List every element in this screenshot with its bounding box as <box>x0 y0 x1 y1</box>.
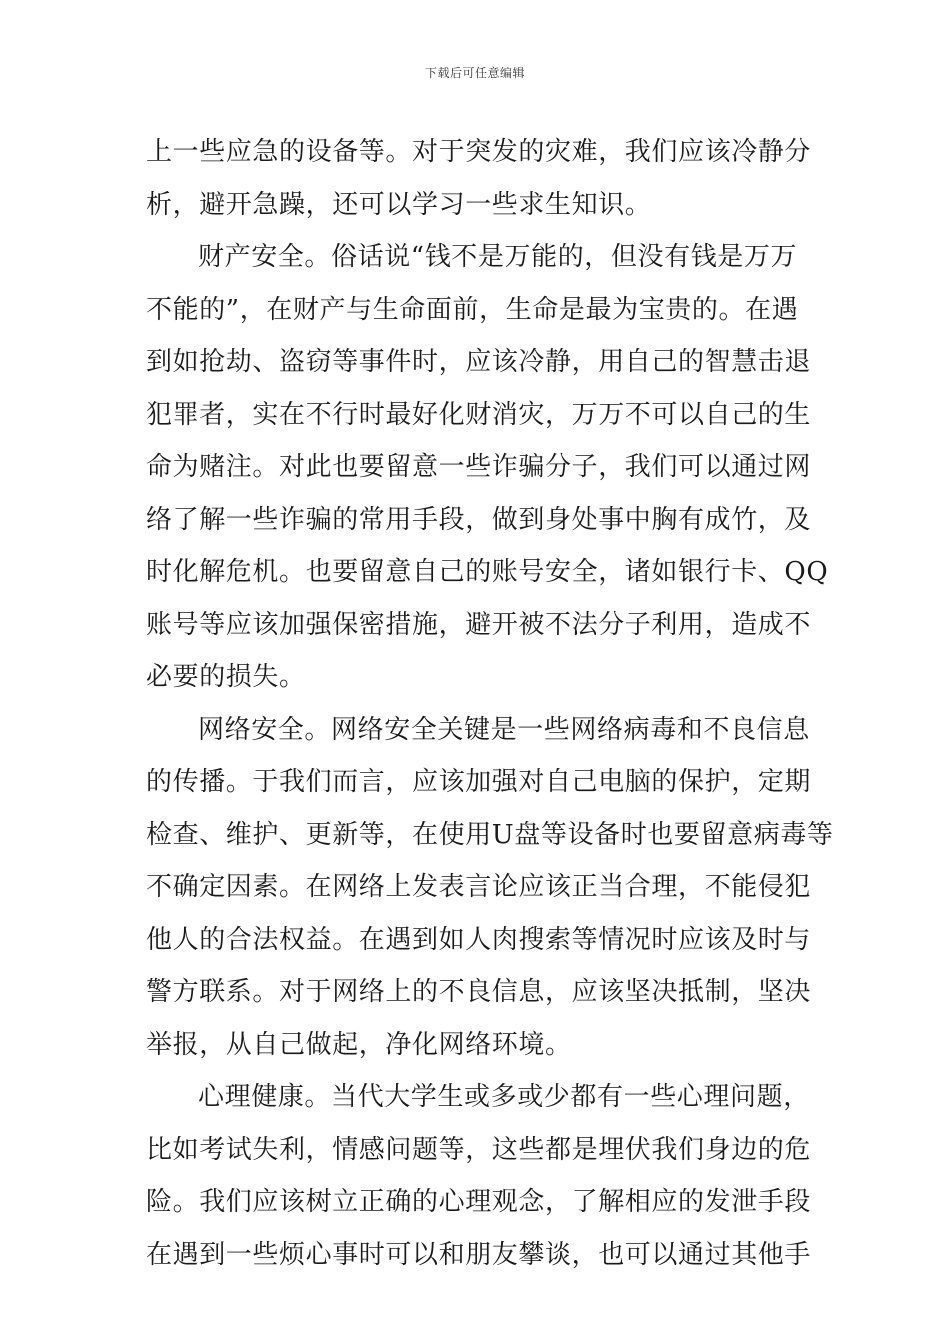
paragraph-start-line: 财产安全。俗话说“钱不是万能的，但没有钱是万万 <box>198 242 798 272</box>
text-line: 比如考试失利，情感问题等，这些都是埋伏我们身边的危 <box>146 1134 812 1165</box>
text-line: 析，避开急躁，还可以学习一些求生知识。 <box>146 189 652 220</box>
paragraph-start-line: 心理健康。当代大学生或多或少都有一些心理问题， <box>198 1082 810 1112</box>
text-line: 时化解危机。也要留意自己的账号安全，诸如银行卡、QQ <box>146 557 829 587</box>
text-line: 他人的合法权益。在遇到如人肉搜索等情况时应该及时与 <box>146 924 812 955</box>
text-line: 的传播。于我们而言，应该加强对自己电脑的保护，定期 <box>146 767 812 797</box>
text-line: 上一些应急的设备等。对于突发的灾难，我们应该冷静分 <box>146 137 812 167</box>
text-line: 在遇到一些烦心事时可以和朋友攀谈，也可以通过其他手 <box>146 1239 812 1270</box>
text-line: 命为赌注。对此也要留意一些诈骗分子，我们可以通过网 <box>146 452 812 482</box>
text-line: 必要的损失。 <box>146 662 306 692</box>
text-line: 不能的”，在财产与生命面前，生命是最为宝贵的。在遇 <box>146 294 799 325</box>
text-line: 检查、维护、更新等，在使用U盘等设备时也要留意病毒等 <box>146 819 834 850</box>
text-line: 到如抢劫、盗窃等事件时，应该冷静，用自己的智慧击退 <box>146 347 812 377</box>
text-line: 不确定因素。在网络上发表言论应该正当合理，不能侵犯 <box>146 872 812 902</box>
text-line: 账号等应该加强保密措施，避开被不法分子利用，造成不 <box>146 609 812 640</box>
text-line: 犯罪者，实在不行时最好化财消灾，万万不可以自己的生 <box>146 399 812 430</box>
text-line: 络了解一些诈骗的常用手段，做到身处事中胸有成竹，及 <box>146 504 812 535</box>
page-header: 下载后可任意编辑 <box>424 66 525 80</box>
text-line: 警方联系。对于网络上的不良信息，应该坚决抵制，坚决 <box>146 977 812 1007</box>
text-line: 险。我们应该树立正确的心理观念，了解相应的发泄手段 <box>146 1187 812 1217</box>
text-line: 举报，从自己做起，净化网络环境。 <box>146 1029 572 1060</box>
document-body <box>146 126 834 1281</box>
paragraph-start-line: 网络安全。网络安全关键是一些网络病毒和不良信息 <box>198 714 810 745</box>
